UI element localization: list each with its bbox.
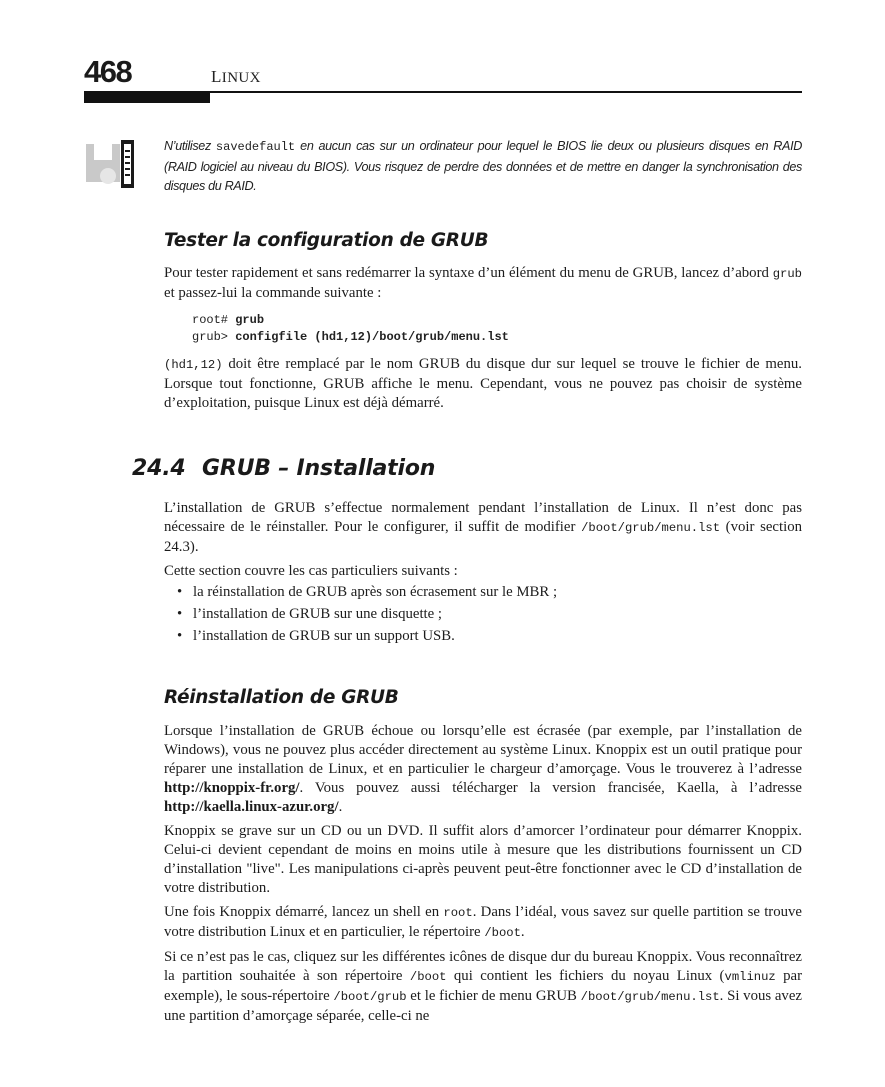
running-title-initial: L: [211, 67, 222, 86]
test-grub-explanation: [164, 355, 802, 418]
inline-code: /boot: [409, 970, 447, 984]
text: qui contient les fichiers du noyau Linux (: [446, 968, 725, 984]
list-item: • l’installation de GRUB sur une disquette ;: [164, 603, 802, 625]
warning-note: [164, 137, 802, 197]
inline-code: vmlinuz: [724, 970, 776, 984]
inline-code: (hd1,12): [164, 358, 223, 372]
section-heading-test-grub: Tester la configuration de GRUB: [164, 230, 489, 251]
installation-body: [164, 499, 802, 647]
code-prompt: root#: [192, 313, 236, 327]
note-text-1: N’utilisez: [164, 139, 216, 153]
kaella-link[interactable]: http://kaella.linux-azur.org/: [164, 799, 339, 815]
page-number: 468: [84, 54, 132, 89]
inline-code: /boot/grub/menu.lst: [581, 521, 721, 535]
text: .: [520, 924, 525, 940]
header-rule-accent: [84, 93, 210, 103]
bullet-list: [164, 581, 802, 647]
code-command: configfile (hd1,12)/boot/grub/menu.lst: [235, 330, 509, 344]
list-intro: Cette section couvre les cas particuliers suivants :: [164, 563, 458, 579]
text: Si ce n’est pas le cas, cliquez sur les différentes icônes de disque dur du bureau Knoppix. Vous reconnaîtrez la partition souhaitée à son répertoire: [164, 949, 802, 984]
text: . Si vous avez une partition d’amorçage séparée, celle-ci ne: [164, 988, 802, 1024]
text: doit être remplacé par le nom GRUB du disque dur sur lequel se trouve le fichier de menu. Lorsque tout fonctionne, GRUB affiche le menu. Cependant, vous ne pouvez pas choisir de système d’exploitation, puisque Linux est déjà démarré.: [164, 356, 802, 411]
paragraph: Knoppix se grave sur un CD ou un DVD. Il suffit alors d’amorcer l’ordinateur pour démarrer Knoppix. Celui-ci devient cependant de moins en moins utile à mesure que les distributions fournissent un CD d’installation "live". Les manipulations ci-après peuvent peut-être fonctionner avec le CD d’installation de votre distribution.: [164, 823, 802, 896]
knoppix-link[interactable]: http://knoppix-fr.org/: [164, 780, 300, 796]
inline-code: /boot/grub: [333, 990, 407, 1004]
inline-code: /boot: [484, 926, 521, 940]
text: (voir section 24.3).: [164, 519, 802, 555]
running-title-rest: INUX: [221, 70, 261, 86]
list-item: • la réinstallation de GRUB après son écrasement sur le MBR ;: [164, 581, 802, 603]
code-block: [192, 312, 509, 346]
inline-code: grub: [772, 267, 802, 281]
text: et passez-lui la commande suivante :: [164, 285, 382, 301]
code-prompt: grub>: [192, 330, 236, 344]
text: .: [338, 799, 343, 815]
text: L’installation de GRUB s’effectue normalement pendant l’installation de Linux. Il n’est donc pas nécessaire de le réinstaller. Pour le configurer, il suffit de modifier: [164, 500, 802, 535]
running-title: [211, 67, 261, 87]
text: Lorsque l’installation de GRUB échoue ou lorsqu’elle est écrasée (par exemple, par l’installation de Windows), vous ne pouvez plus accéder directement au système Linux. Knoppix est un outil pratique pour réparer une installation de Linux, et en particulier le chargeur d’amorçage. Vous le trouverez à l’adresse: [164, 723, 802, 777]
text: . Vous pouvez aussi télécharger la version francisée, Kaella, à l’adresse: [299, 780, 802, 796]
reinstall-body: [164, 722, 802, 1031]
text: et le fichier de menu GRUB: [406, 988, 581, 1004]
text: Une fois Knoppix démarré, lancez un shell en: [164, 904, 444, 920]
code-command: grub: [235, 313, 265, 327]
text: Pour tester rapidement et sans redémarrer la syntaxe d’un élément du menu de GRUB, lancez d’abord: [164, 265, 773, 281]
inline-code: /boot/grub/menu.lst: [580, 990, 720, 1004]
test-grub-intro: [164, 264, 802, 308]
list-item: • l’installation de GRUB sur un support USB.: [164, 625, 802, 647]
chapter-section-heading: [132, 456, 435, 481]
note-text-2: en aucun cas sur un ordinateur pour lequel le BIOS lie deux ou plusieurs disques en RAID (RAID logiciel au niveau du BIOS). Vous risquez de perdre des données et de mettre en danger la synchronisation des disques du RAID.: [164, 139, 802, 193]
section-number: 24.4: [132, 456, 186, 481]
text: . Dans l’idéal, vous savez sur quelle partition se trouve votre distribution Linux et en particulier, le répertoire: [164, 904, 802, 940]
note-code: savedefault: [215, 140, 296, 154]
section-title: GRUB – Installation: [202, 456, 436, 481]
section-heading-reinstall: Réinstallation de GRUB: [164, 687, 399, 708]
warning-note-icon: [86, 140, 136, 188]
inline-code: root: [443, 906, 473, 920]
text: par exemple), le sous-répertoire: [164, 968, 803, 1004]
